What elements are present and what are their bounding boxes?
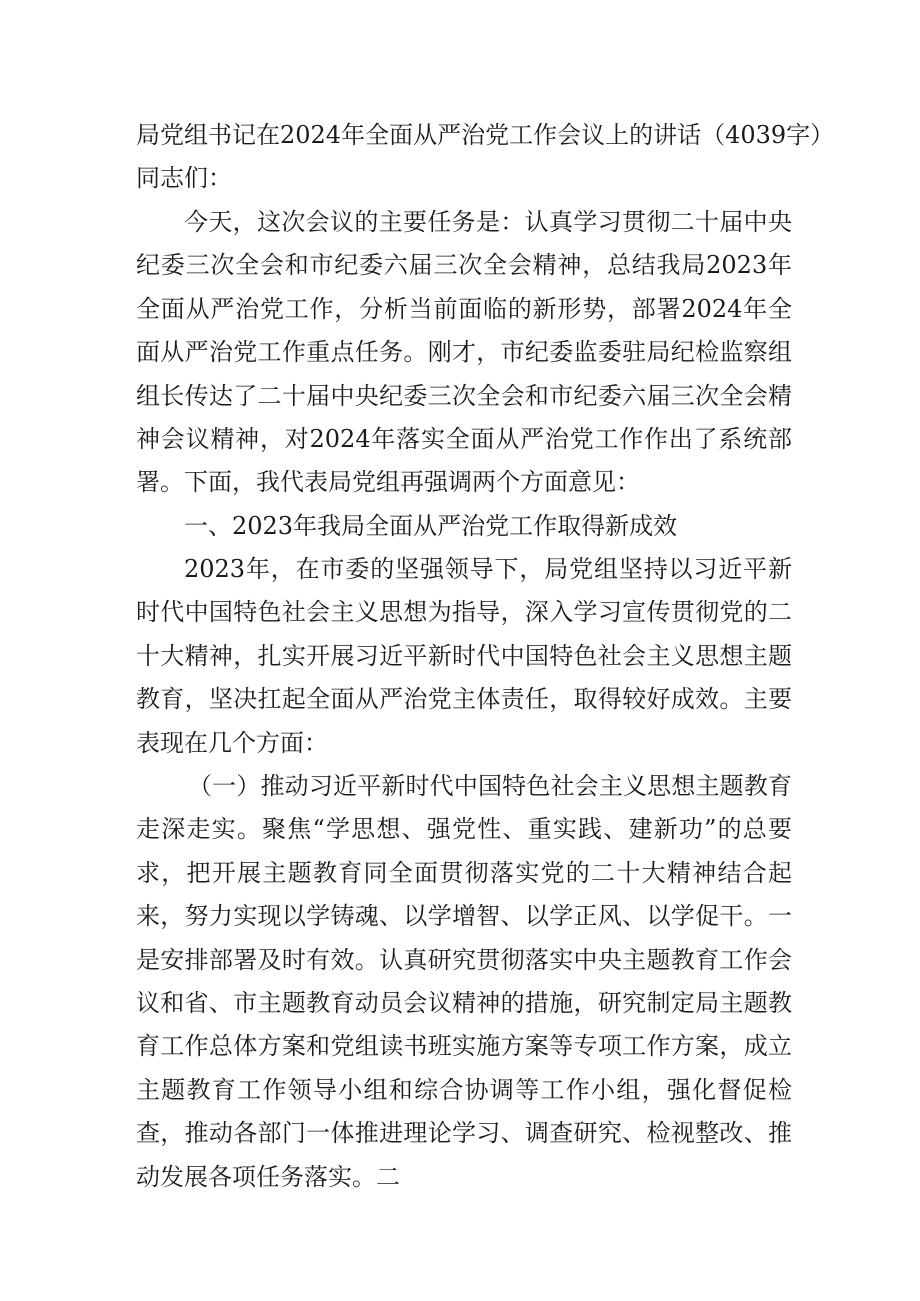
section-heading-1: 一、2023年我局全面从严治党工作取得新成效 (184, 512, 678, 540)
paragraph-achievements: 2023年，在市委的坚强领导下，局党组坚持以习近平新时代中国特色社会主义思想为指导，深入学习宣传贯彻党的二十大精神，扎实开展习近平新时代中国特色社会主义思想主题教育，坚决扛起全面从严治党主体责任，取得较好成效。主要表现在几个方面： (136, 555, 792, 757)
document-title: 局党组书记在2024年全面从严治党工作会议上的讲话（4039字） (136, 121, 835, 149)
paragraph-intro: 今天，这次会议的主要任务是：认真学习贯彻二十届中央纪委三次全会和市纪委六届三次全会精神，总结我局2023年全面从严治党工作，分析当前面临的新形势，部署2024年全面从严治党工作重点任务。刚才，市纪委监委驻局纪检监察组组长传达了二十届中央纪委三次全会和市纪委六届三次全会精神会议精神，对2024年落实全面从严治党工作作出了系统部署。下面，我代表局党组再强调两个方面意见： (136, 208, 792, 497)
salutation: 同志们： (136, 164, 232, 192)
paragraph-theme-education: （一）推动习近平新时代中国特色社会主义思想主题教育走深走实。聚焦“学思想、强党性、重实践、建新功”的总要求，把开展主题教育同全面贯彻落实党的二十大精神结合起来，努力实现以学铸魂、以学增智、以学正风、以学促干。一是安排部署及时有效。认真研究贯彻落实中央主题教育工作会议和省、市主题教育动员会议精神的措施，研究制定局主题教育工作总体方案和党组读书班实施方案等专项工作方案，成立主题教育工作领导小组和综合协调等工作小组，强化督促检查，推动各部门一体推进理论学习、调查研究、检视整改、推动发展各项任务落实。二 (136, 772, 792, 1191)
